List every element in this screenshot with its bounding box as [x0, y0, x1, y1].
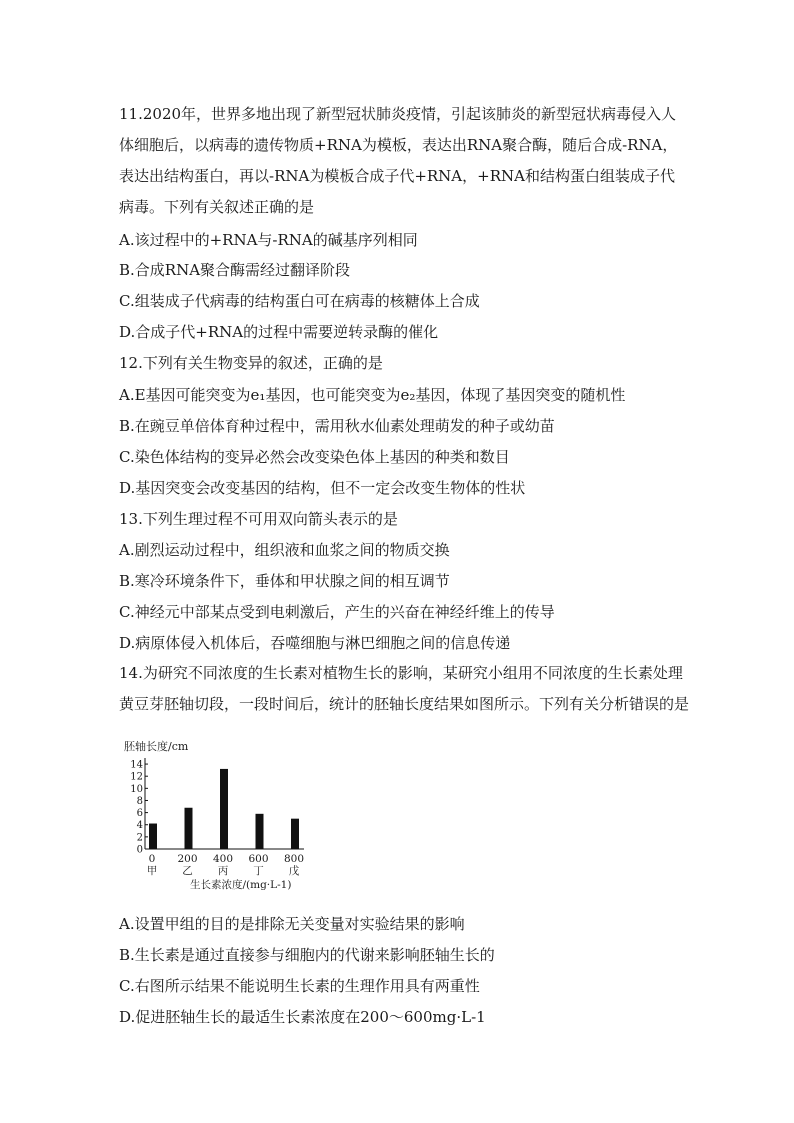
question-13-option-b: B.寒冷环境条件下，垂体和甲状腺之间的相互调节 — [119, 572, 450, 590]
question-13-option-a: A.剧烈运动过程中，组织液和血浆之间的物质交换 — [119, 541, 450, 559]
x-tick-label: 0 — [148, 853, 156, 865]
bar-200 — [185, 808, 193, 849]
question-12-option-a: A.E基因可能突变为e₁基因，也可能突变为e₂基因，体现了基因突变的随机性 — [119, 386, 626, 404]
x-tick-label: 600 — [248, 853, 269, 865]
question-11-option-b: B.合成RNA聚合酶需经过翻译阶段 — [119, 261, 351, 279]
y-tick-label: 14 — [130, 759, 143, 771]
y-tick-label: 8 — [136, 795, 143, 807]
y-axis-label: 胚轴长度/cm — [124, 740, 189, 753]
bars — [149, 769, 299, 849]
question-13-stem: 13.下列生理过程不可用双向箭头表示的是 — [119, 510, 398, 528]
bar-0 — [149, 824, 157, 849]
x-tick-label: 200 — [177, 853, 198, 865]
group-label: 乙 — [182, 865, 193, 877]
y-tick-label: 0 — [136, 844, 143, 856]
y-tick-label: 10 — [130, 783, 143, 795]
bar-800 — [291, 819, 299, 849]
x-tick-label: 400 — [212, 853, 234, 865]
question-14-option-b: B.生长素是通过直接参与细胞内的代谢来影响胚轴生长的 — [119, 946, 495, 964]
question-14-option-c: C.右图所示结果不能说明生长素的生理作用具有两重性 — [119, 977, 480, 995]
y-tick-label: 12 — [130, 771, 143, 783]
question-14-option-d: D.促进胚轴生长的最适生长素浓度在200～600mg·L-1 — [119, 1008, 486, 1026]
bar-400 — [220, 769, 228, 849]
group-label: 戊 — [288, 865, 300, 877]
y-tick-label: 6 — [136, 808, 143, 820]
question-14-stem: 14.为研究不同浓度的生长素对植物生长的影响，某研究小组用不同浓度的生长素处理黄豆芽胚轴切段，一段时间后，统计的胚轴长度结果如图所示。下列有关分析错误的是 — [119, 664, 690, 713]
question-12-stem: 12.下列有关生物变异的叙述，正确的是 — [119, 354, 383, 372]
x-tick-label: 800 — [283, 853, 305, 865]
group-label: 丁 — [253, 865, 264, 877]
question-13-option-c: C.神经元中部某点受到电刺激后，产生的兴奋在神经纤维上的传导 — [119, 603, 555, 621]
y-tick-label: 2 — [136, 832, 143, 844]
question-13-option-d: D.病原体侵入机体后，吞噬细胞与淋巴细胞之间的信息传递 — [119, 634, 511, 652]
x-ticks — [147, 853, 304, 877]
y-tick-label: 4 — [136, 820, 143, 832]
hypocotyl-length-bar-chart — [112, 736, 312, 896]
question-12-option-c: C.染色体结构的变异必然会改变染色体上基因的种类和数目 — [119, 448, 510, 466]
bar-600 — [256, 814, 264, 849]
question-12-option-d: D.基因突变会改变基因的结构，但不一定会改变生物体的性状 — [119, 479, 526, 497]
group-label: 丙 — [217, 865, 229, 877]
question-12-option-b: B.在豌豆单倍体育种过程中，需用秋水仙素处理萌发的种子或幼苗 — [119, 417, 555, 435]
question-11-option-a: A.该过程中的+RNA与-RNA的碱基序列相同 — [119, 231, 418, 249]
question-14-option-a: A.设置甲组的目的是排除无关变量对实验结果的影响 — [119, 915, 465, 933]
x-axis-label: 生长素浓度/(mg·L-1) — [190, 879, 292, 891]
question-11-option-d: D.合成子代+RNA的过程中需要逆转录酶的催化 — [119, 323, 439, 341]
group-label: 甲 — [146, 865, 158, 877]
question-11-stem: 11.2020年，世界多地出现了新型冠状肺炎疫情，引起该肺炎的新型冠状病毒侵入人体细胞后，以病毒的遗传物质+RNA为模板，表达出RNA聚合酶，随后合成-RNA，表达出结构蛋白，再以-RNA为模板合成子代+RNA，+RNA和结构蛋白组装成子代病毒。下列有关叙述正确的是 — [119, 105, 678, 216]
question-11-option-c: C.组装成子代病毒的结构蛋白可在病毒的核糖体上合成 — [119, 292, 480, 310]
